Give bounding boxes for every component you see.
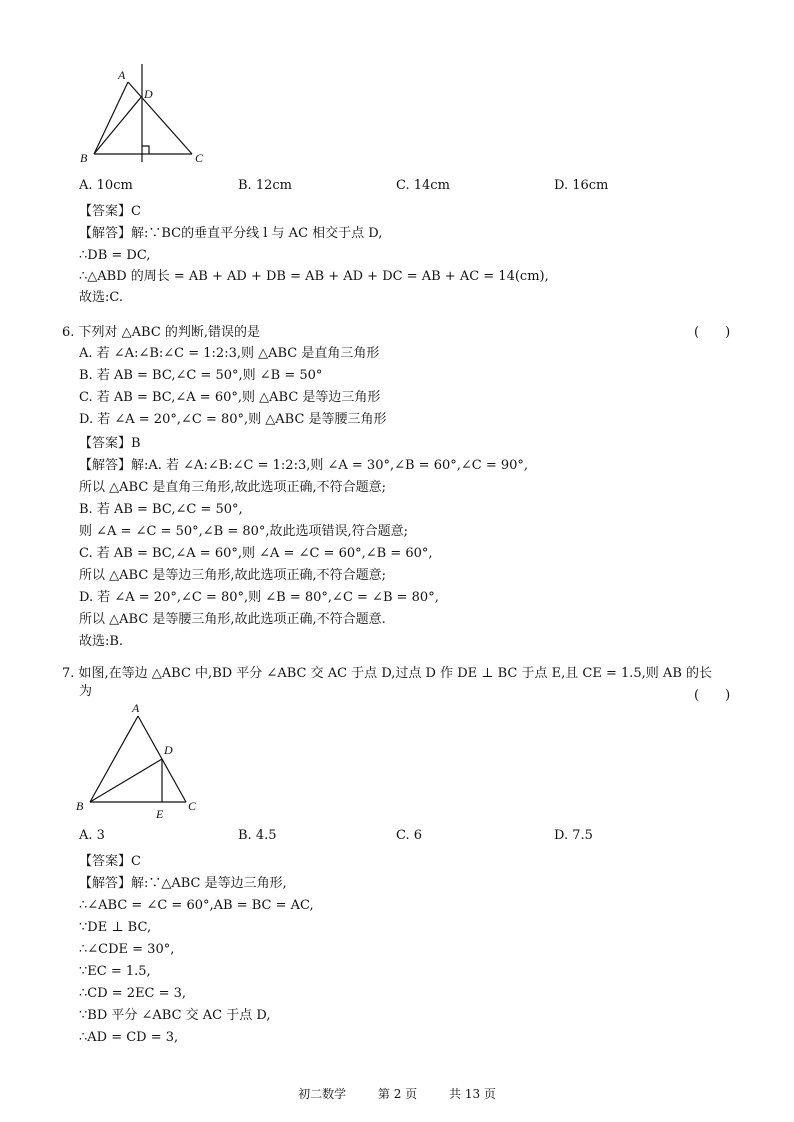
q6-solution-line: D. 若 ∠A = 20°,∠C = 80°,则 ∠B = 80°,∠C = ∠B = 80°, xyxy=(79,590,439,605)
q7-stem: 7. 如图,在等边 △ABC 中,BD 平分 ∠ABC 交 AC 于点 D,过点 D 作 DE ⊥ BC 于点 E,且 CE = 1.5,则 AB 的长 xyxy=(62,666,713,681)
q5-option-d: D. 16cm xyxy=(554,178,609,193)
q6-solution-line: 所以 △ABC 是等腰三角形,故此选项正确,不符合题意. xyxy=(79,612,386,627)
label-e: E xyxy=(156,807,164,821)
q7-answer-paren: ( ) xyxy=(694,688,731,703)
label-c: C xyxy=(195,151,204,165)
footer-subject: 初二数学 xyxy=(298,1087,347,1101)
label-d: D xyxy=(164,743,173,757)
label-d: D xyxy=(144,87,153,101)
q6-solution-line: 则 ∠A = ∠C = 50°,∠B = 80°,故此选项错误,符合题意; xyxy=(79,524,409,539)
segment-bd xyxy=(90,759,162,802)
q6-solution-line: 所以 △ABC 是直角三角形,故此选项正确,不符合题意; xyxy=(79,480,387,495)
q7-solution-line: ∵DE ⊥ BC, xyxy=(79,920,152,935)
label-b: B xyxy=(80,151,88,165)
q7-solution-line: ∴CD = 2EC = 3, xyxy=(79,986,187,1001)
label-c: C xyxy=(188,799,197,813)
q7-option-b: B. 4.5 xyxy=(238,828,277,843)
q6-solution-line: 所以 △ABC 是等边三角形,故此选项正确,不符合题意; xyxy=(79,568,387,583)
q7-stem-continuation: 为 xyxy=(79,684,93,699)
q5-answer: 【答案】C xyxy=(79,204,141,219)
q5-solution-line: ∴DB = DC, xyxy=(79,248,151,263)
q7-option-d: D. 7.5 xyxy=(554,828,593,843)
q6-option-a: A. 若 ∠A:∠B:∠C = 1:2:3,则 △ABC 是直角三角形 xyxy=(79,346,380,361)
q7-option-a: A. 3 xyxy=(79,828,105,843)
q5-solution-line: 【解答】解:∵BC的垂直平分线 l 与 AC 相交于点 D, xyxy=(79,226,383,241)
q7-solution-line: ∴∠ABC = ∠C = 60°,AB = BC = AC, xyxy=(79,898,314,913)
side-ac xyxy=(128,82,192,154)
q7-solution-line: ∴∠CDE = 30°, xyxy=(79,942,175,957)
q5-solution-line: 故选:C. xyxy=(79,290,123,305)
q6-solution-line: 故选:B. xyxy=(79,634,124,649)
figure-q5-triangle xyxy=(78,62,218,170)
q7-solution-line: ∵BD 平分 ∠ABC 交 AC 于点 D, xyxy=(79,1008,271,1023)
segment-bd xyxy=(94,96,142,154)
q7-option-c: C. 6 xyxy=(396,828,423,843)
side-ab xyxy=(90,716,138,802)
label-a: A xyxy=(118,68,126,82)
label-a: A xyxy=(132,701,140,715)
q7-solution-line: ∴AD = CD = 3, xyxy=(79,1030,179,1045)
q6-solution-line: C. 若 AB = BC,∠A = 60°,则 ∠A = ∠C = 60°,∠B = 60°, xyxy=(79,546,433,561)
q6-option-d: D. 若 ∠A = 20°,∠C = 80°,则 △ABC 是等腰三角形 xyxy=(79,412,387,427)
label-b: B xyxy=(76,799,84,813)
q6-solution-line: 【解答】解:A. 若 ∠A:∠B:∠C = 1:2:3,则 ∠A = 30°,∠B = 60°,∠C = 90°, xyxy=(79,458,529,473)
q7-solution-line: ∵EC = 1.5, xyxy=(79,964,151,979)
q5-option-c: C. 14cm xyxy=(396,178,450,193)
q7-answer: 【答案】C xyxy=(79,854,141,869)
q6-option-c: C. 若 AB = BC,∠A = 60°,则 △ABC 是等边三角形 xyxy=(79,390,381,405)
q5-solution-line: ∴△ABD 的周长 = AB + AD + DB = AB + AD + DC = AB + AC = 14(cm), xyxy=(79,269,549,284)
page-footer xyxy=(0,1085,794,1102)
figure-q7-triangle xyxy=(74,700,214,822)
q6-answer-paren: ( ) xyxy=(694,325,731,340)
q5-option-a: A. 10cm xyxy=(79,178,133,193)
q6-solution-line: B. 若 AB = BC,∠C = 50°, xyxy=(79,502,243,517)
footer-total-pages: 共 13 页 xyxy=(449,1087,496,1101)
right-angle-mark xyxy=(142,146,149,154)
q7-solution-line: 【解答】解:∵△ABC 是等边三角形, xyxy=(79,876,287,891)
q5-option-b: B. 12cm xyxy=(238,178,292,193)
side-ab xyxy=(94,82,128,154)
q6-option-b: B. 若 AB = BC,∠C = 50°,则 ∠B = 50° xyxy=(79,368,323,383)
q6-answer: 【答案】B xyxy=(79,436,141,451)
footer-page-number: 第 2 页 xyxy=(377,1087,418,1101)
q6-stem: 6. 下列对 △ABC 的判断,错误的是 xyxy=(62,325,261,340)
